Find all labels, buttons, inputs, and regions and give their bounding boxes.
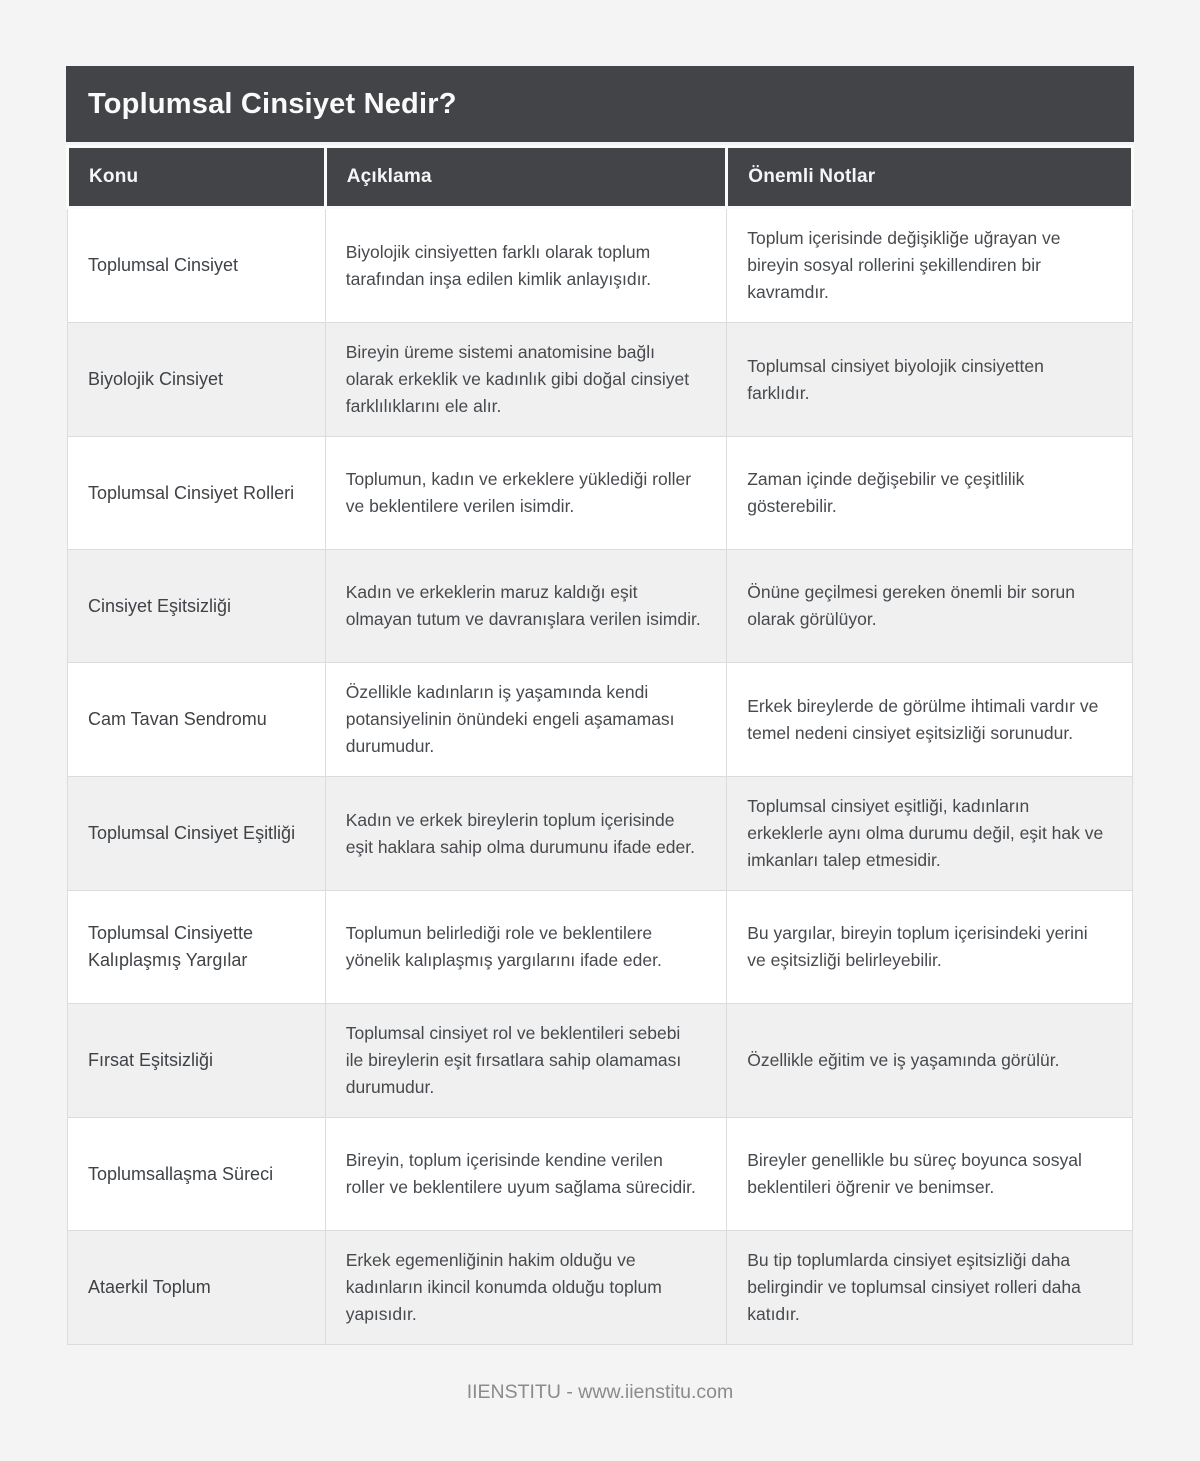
cell-konu: Ataerkil Toplum [68,1231,326,1345]
footer-credit: IIENSTITU - www.iienstitu.com [466,1381,734,1403]
cell-onemli-notlar: Bu yargılar, bireyin toplum içerisindeki yerini ve eşitsizliği belirleyebilir. [727,891,1133,1004]
page-title: Toplumsal Cinsiyet Nedir? [66,66,1134,142]
cell-aciklama: Kadın ve erkek bireylerin toplum içerisinde eşit haklara sahip olma durumunu ifade eder. [325,777,727,891]
cell-onemli-notlar: Bu tip toplumlarda cinsiyet eşitsizliği daha belirgindir ve toplumsal cinsiyet rolleri daha katıdır. [727,1231,1133,1345]
cell-konu: Toplumsal Cinsiyet [68,208,326,323]
cell-konu: Toplumsallaşma Süreci [68,1118,326,1231]
info-table [66,145,1134,1345]
table-row [68,437,1133,550]
cell-onemli-notlar: Toplumsal cinsiyet eşitliği, kadınların erkeklerle aynı olma durumu değil, eşit hak ve imkanları talep etmesidir. [727,777,1133,891]
cell-onemli-notlar: Özellikle eğitim ve iş yaşamında görülür. [727,1004,1133,1118]
cell-onemli-notlar: Zaman içinde değişebilir ve çeşitlilik gösterebilir. [727,437,1133,550]
cell-konu: Biyolojik Cinsiyet [68,323,326,437]
cell-konu: Toplumsal Cinsiyet Rolleri [68,437,326,550]
table-row [68,777,1133,891]
cell-onemli-notlar: Bireyler genellikle bu süreç boyunca sosyal beklentileri öğrenir ve benimser. [727,1118,1133,1231]
cell-konu: Fırsat Eşitsizliği [68,1004,326,1118]
cell-konu: Toplumsal Cinsiyette Kalıplaşmış Yargılar [68,891,326,1004]
cell-onemli-notlar: Toplumsal cinsiyet biyolojik cinsiyetten farklıdır. [727,323,1133,437]
table-header-row [68,147,1133,208]
cell-aciklama: Özellikle kadınların iş yaşamında kendi potansiyelinin önündeki engeli aşamaması durumudur. [325,663,727,777]
cell-aciklama: Toplumun belirlediği role ve beklentilere yönelik kalıplaşmış yargılarını ifade eder. [325,891,727,1004]
table-row [68,1231,1133,1345]
table-row [68,1004,1133,1118]
cell-konu: Toplumsal Cinsiyet Eşitliği [68,777,326,891]
table-header [68,147,1133,208]
table-row [68,891,1133,1004]
cell-aciklama: Kadın ve erkeklerin maruz kaldığı eşit olmayan tutum ve davranışlara verilen isimdir. [325,550,727,663]
table-row [68,323,1133,437]
table-body [68,208,1133,1345]
column-header-onemli-notlar: Önemli Notlar [727,147,1133,208]
cell-konu: Cam Tavan Sendromu [68,663,326,777]
cell-onemli-notlar: Toplum içerisinde değişikliğe uğrayan ve bireyin sosyal rollerini şekillendiren bir kavramdır. [727,208,1133,323]
cell-aciklama: Biyolojik cinsiyetten farklı olarak toplum tarafından inşa edilen kimlik anlayışıdır. [325,208,727,323]
cell-aciklama: Toplumun, kadın ve erkeklere yüklediği roller ve beklentilere verilen isimdir. [325,437,727,550]
table-row [68,1118,1133,1231]
cell-konu: Cinsiyet Eşitsizliği [68,550,326,663]
cell-aciklama: Erkek egemenliğinin hakim olduğu ve kadınların ikincil konumda olduğu toplum yapısıdır. [325,1231,727,1345]
column-header-konu: Konu [68,147,326,208]
table-row [68,663,1133,777]
cell-aciklama: Bireyin, toplum içerisinde kendine verilen roller ve beklentilere uyum sağlama sürecidir. [325,1118,727,1231]
cell-aciklama: Toplumsal cinsiyet rol ve beklentileri sebebi ile bireylerin eşit fırsatlara sahip olamaması durumudur. [325,1004,727,1118]
cell-onemli-notlar: Önüne geçilmesi gereken önemli bir sorun olarak görülüyor. [727,550,1133,663]
cell-onemli-notlar: Erkek bireylerde de görülme ihtimali vardır ve temel nedeni cinsiyet eşitsizliği sorunudur. [727,663,1133,777]
table-row [68,208,1133,323]
table-row [68,550,1133,663]
cell-aciklama: Bireyin üreme sistemi anatomisine bağlı olarak erkeklik ve kadınlık gibi doğal cinsiyet farklılıklarını ele alır. [325,323,727,437]
column-header-aciklama: Açıklama [325,147,727,208]
content-sheet [66,0,1134,1454]
